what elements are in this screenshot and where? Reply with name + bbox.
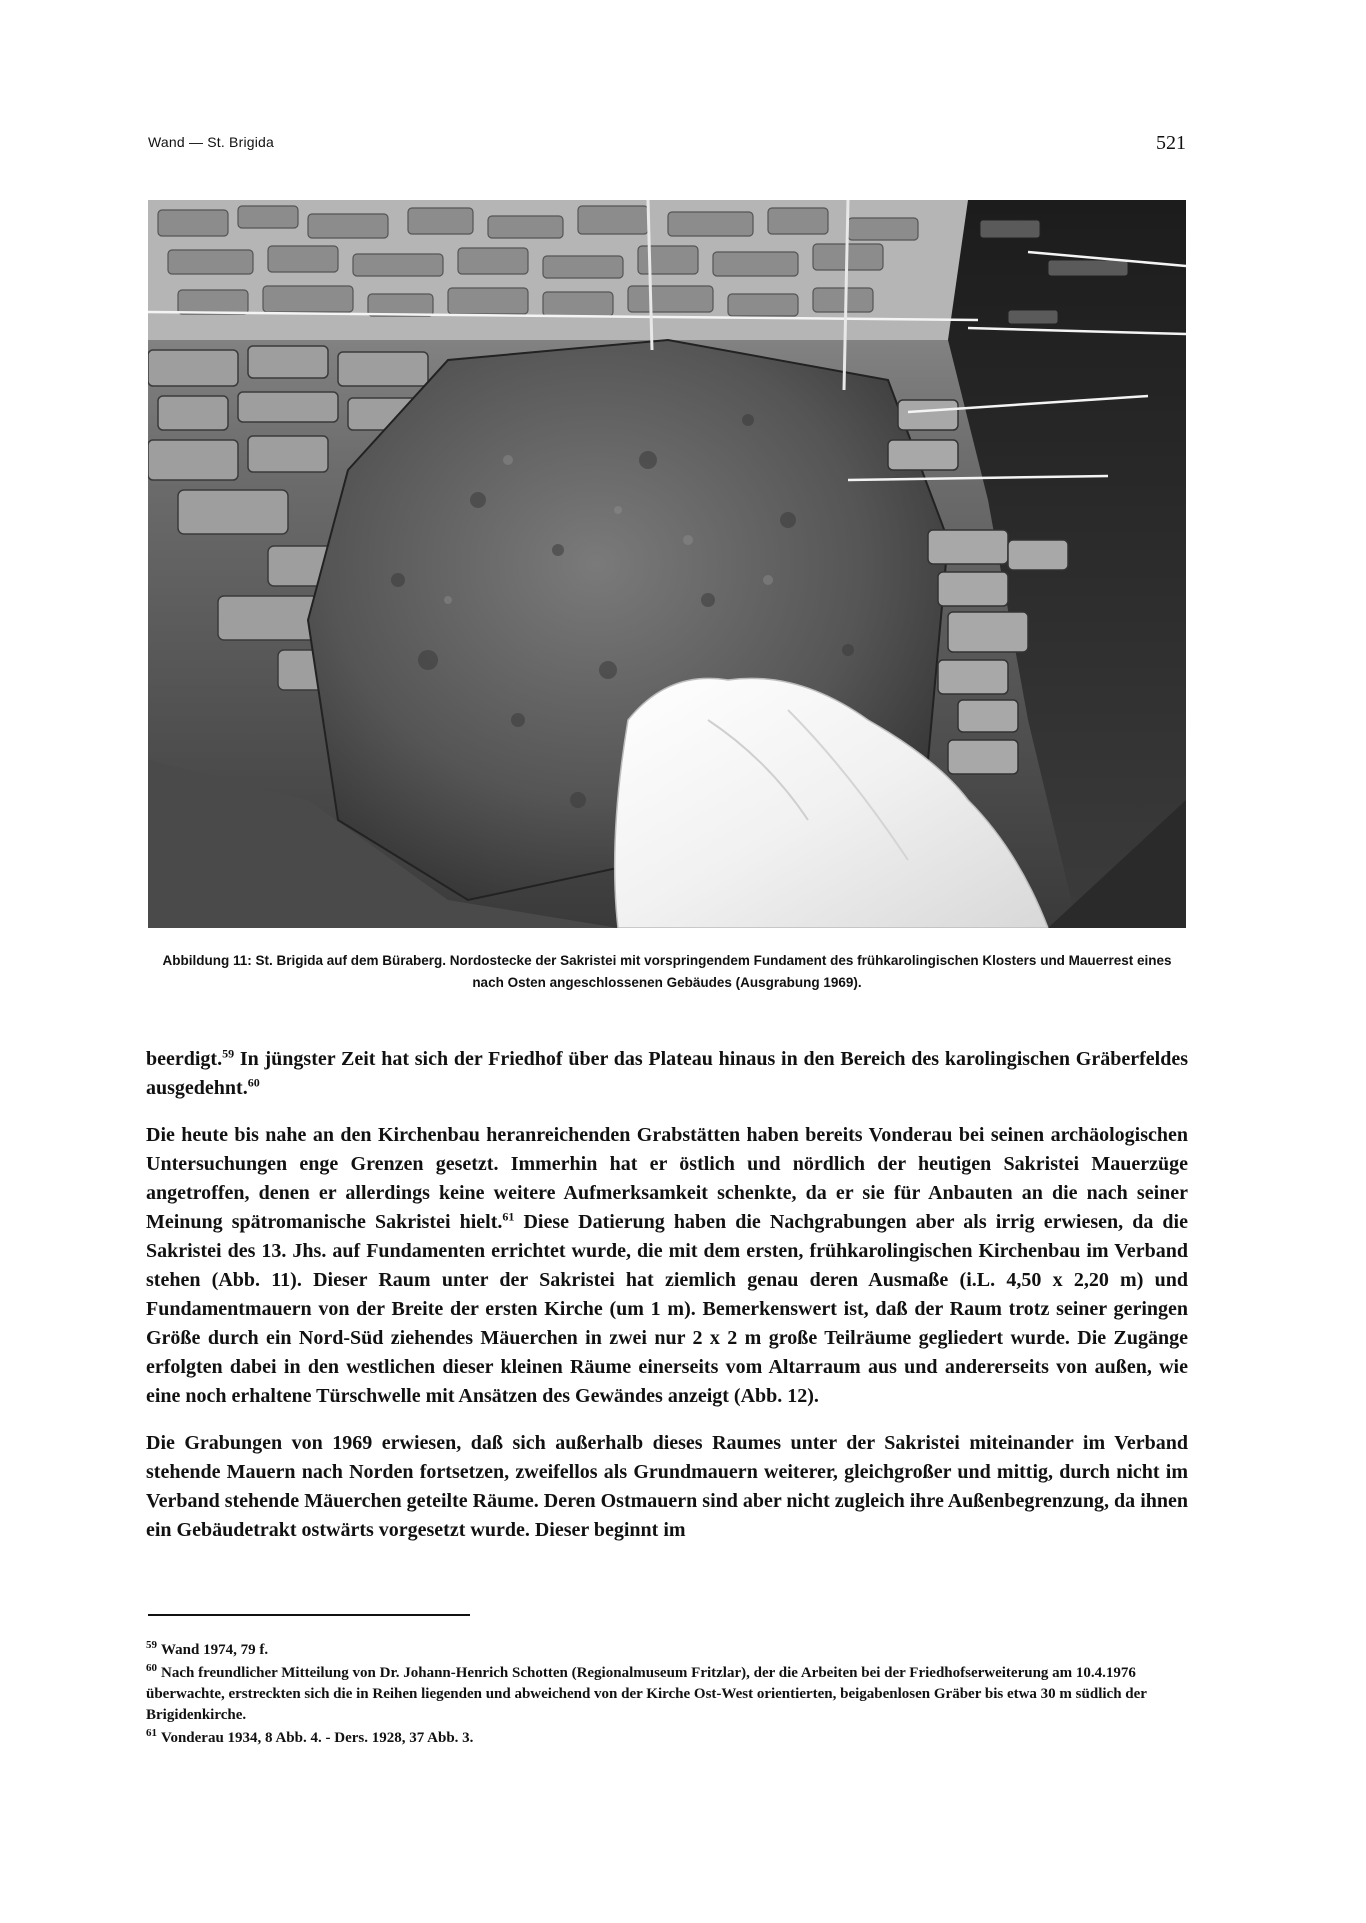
footnote-text: Nach freundlicher Mitteilung von Dr. Johann-Henrich Schotten (Regionalmuseum Fritzlar), der die Arbeiten bei der Friedhofserweiterung am 10.4.1976 überwachte, erstreckten sich die in Reihen liegenden und abweichend von der Kirche Ost-West orientierten, beigabenlosen Gräber bis etwa 30 m südlich der Brigidenkirche. bbox=[146, 1665, 1147, 1723]
footnote-60 bbox=[146, 1663, 1188, 1726]
footnote-text: Wand 1974, 79 f. bbox=[161, 1642, 269, 1658]
footnote-number: 59 bbox=[146, 1639, 157, 1651]
footnote-59 bbox=[146, 1640, 1188, 1661]
excavation-photograph bbox=[148, 200, 1186, 928]
footnote-separator bbox=[148, 1614, 470, 1616]
running-header bbox=[148, 134, 1186, 158]
excavation-photo-image bbox=[148, 200, 1186, 928]
footnote-61 bbox=[146, 1728, 1188, 1749]
footnote-ref-60[interactable]: 60 bbox=[247, 1075, 260, 1090]
footnotes bbox=[146, 1640, 1188, 1751]
paragraph-1: beerdigt.$^{59}$ In jüngster Zeit hat sich der Friedhof über das Plateau hinaus in den Bereich des karolingischen Gräberfeldes ausgedehnt.$^{60}$ bbox=[146, 1046, 1188, 1099]
page-number: 521 bbox=[1156, 132, 1186, 154]
footnote-number: 61 bbox=[146, 1727, 157, 1739]
footnote-number: 60 bbox=[146, 1662, 157, 1674]
paragraph-3: Die Grabungen von 1969 erwiesen, daß sich außerhalb dieses Raumes unter der Sakristei miteinander im Verband stehende Mauern nach Norden fortsetzen, zweifellos als Grundmauern weiterer, gleichgroßer und mittig, durch nicht im Verband stehende Mäuerchen geteilte Räume. Deren Ostmauern sind aber nicht zugleich ihre Außenbegrenzung, da ihnen ein Gebäudetrakt ostwärts vorgesetzt wurde. Dieser beginnt im bbox=[146, 1432, 1188, 1541]
footnote-text: Vonderau 1934, 8 Abb. 4. - Ders. 1928, 37 Abb. 3. bbox=[161, 1730, 474, 1746]
body-text bbox=[146, 1045, 1188, 1563]
footnote-ref-61[interactable]: 61 bbox=[502, 1209, 515, 1224]
figure-caption: Abbildung 11: St. Brigida auf dem Büraberg. Nordostecke der Sakristei mit vorspringendem Fundament des frühkarolingischen Klosters und Mauerrest eines nach Osten angeschlossenen Gebäudes (Ausgrabung 1969). bbox=[162, 953, 1172, 990]
footnote-ref-59[interactable]: 59 bbox=[222, 1046, 235, 1061]
paragraph-2: Die heute bis nahe an den Kirchenbau heranreichenden Grabstätten haben bereits Vonderau bei seinen archäologischen Untersuchungen enge Grenzen gesetzt. Immerhin hat er östlich und nördlich der heutigen Sakristei Mauerzüge angetroffen, denen er allerdings keine weitere Aufmerksamkeit schenkte, da er sie für Anbauten an die nach seiner Meinung spätromanische Sakristei hielt.$^{61}$ Diese Datierung haben die Nachgrabungen aber als irrig erwiesen, da die Sakristei des 13. Jhs. auf Fundamenten errichtet wurde, die mit dem ersten, frühkarolingischen Kirchenbau im Verband stehen (Abb. 11). Dieser Raum unter der Sakristei hat ziemlich genau deren Ausmaße (i.L. 4,50 x 2,20 m) und Fundamentmauern von der Breite der ersten Kirche (um 1 m). Bemerkenswert ist, daß der Raum trotz seiner geringen Größe durch ein Nord-Süd ziehendes Mäuerchen in zwei nur 2 x 2 m große Teilräume gegliedert wurde. Die Zugänge erfolgten dabei in den westlichen dieser kleinen Räume einerseits vom Altarraum aus und andererseits von außen, wie eine noch erhaltene Türschwelle mit Ansätzen des Gewändes anzeigt (Abb. 12). bbox=[146, 1124, 1188, 1407]
running-title: Wand — St. Brigida bbox=[148, 134, 275, 150]
